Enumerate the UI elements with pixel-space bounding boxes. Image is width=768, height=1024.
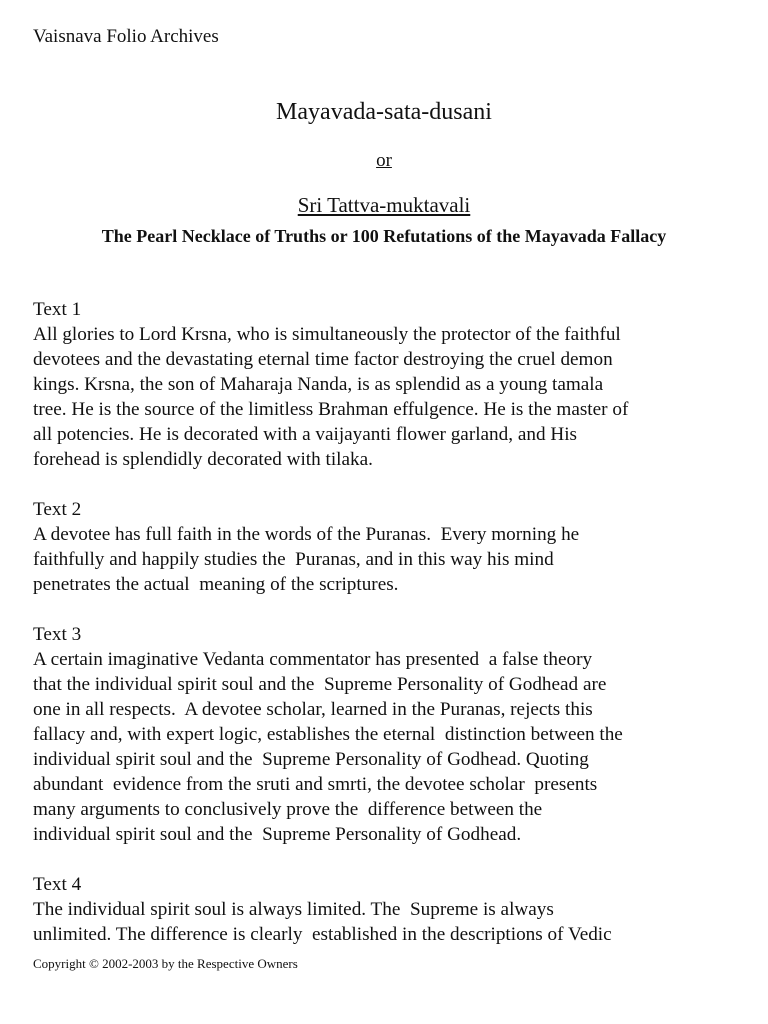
section-paragraph: All glories to Lord Krsna, who is simultaneously the protector of the faithful devotees and the devastating eternal time factor destroying the cruel demon kings. Krsna, the son of Maharaja Nanda, is as splendid as a young tamala tree. He is the source of the limitless Brahman effulgence. He is the master of all potencies. He is decorated with a vaijayanti flower garland, and His forehead is splendidly decorated with tilaka.	[33, 324, 629, 470]
section-heading: Text 3	[33, 624, 82, 645]
text-section-2	[33, 497, 743, 597]
section-heading: Text 1	[33, 299, 82, 320]
document-body	[33, 297, 743, 972]
section-paragraph: A devotee has full faith in the words of the Puranas. Every morning he faithfully and happily studies the Puranas, and in this way his mind penetrates the actual meaning of the scriptures.	[33, 524, 580, 595]
archive-header: Vaisnava Folio Archives	[33, 26, 219, 47]
page-subtitle: Sri Tattva-muktavali	[297, 193, 471, 217]
section-paragraph: A certain imaginative Vedanta commentator has presented a false theory that the individual spirit soul and the Supreme Personality of Godhead are one in all respects. A devotee scholar, learned in the Puranas, rejects this fallacy and, with expert logic, establishes the eternal distinction between the individual spirit soul and the Supreme Personality of Godhead. Quoting abundant evidence from the sruti and smrti, the devotee scholar presents many arguments to conclusively prove the difference between the individual spirit soul and the Supreme Personality of Godhead.	[33, 649, 623, 845]
page-title: Mayavada-sata-dusani	[276, 99, 492, 125]
title-or: or	[376, 150, 392, 171]
text-section-3	[33, 622, 743, 847]
text-section-4	[33, 872, 743, 947]
copyright-footer: Copyright © 2002-2003 by the Respective Owners	[33, 956, 298, 971]
section-heading: Text 2	[33, 499, 82, 520]
text-section-1	[33, 297, 743, 472]
section-heading: Text 4	[33, 874, 82, 895]
page-tagline: The Pearl Necklace of Truths or 100 Refutations of the Mayavada Fallacy	[101, 226, 667, 246]
section-paragraph: The individual spirit soul is always limited. The Supreme is always unlimited. The difference is clearly established in the descriptions of Vedic	[33, 899, 612, 945]
